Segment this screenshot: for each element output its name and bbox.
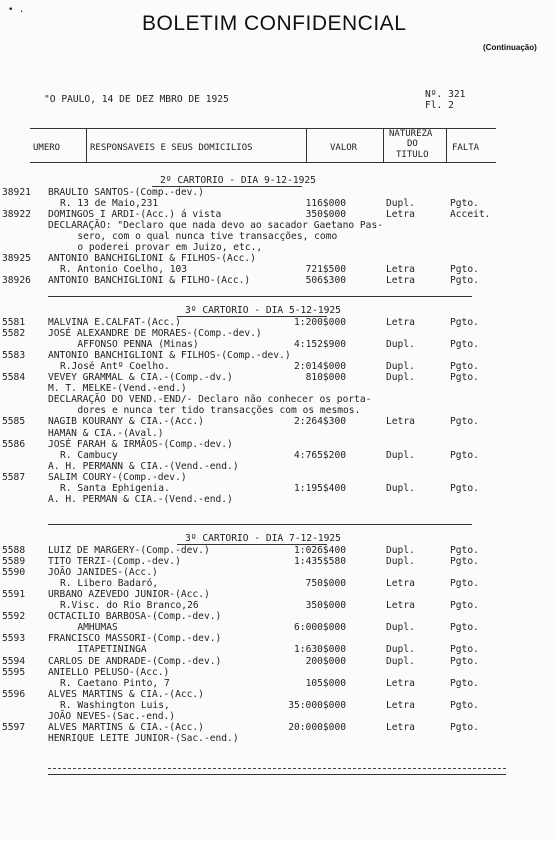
entry-value: 1:195$400 [294,482,346,494]
ledger-row [0,589,556,600]
entry-description: ANTONIO BANCHIGLIONI & FILHOS-(Comp.-dev.) [48,350,291,362]
entry-description: dores e nunca ter tido transacções com os mesmos. [60,405,361,417]
entry-nature: Dupl. [386,622,415,634]
entry-nature: Dupl. [386,556,415,568]
entry-value: 721$500 [305,264,346,276]
section-title: 3º CARTORIO - DIA 5-12-1925 [185,305,341,316]
entry-falta: Pgto. [450,545,479,556]
ledger-row [0,428,556,439]
entry-description: NAGIB KOURANY & CIA.-(Acc.) [48,416,204,428]
ledger-row [0,667,556,678]
entry-value: 1:200$000 [294,317,346,328]
entry-number: 5591 [2,589,26,601]
entry-nature: Dupl. [386,655,415,667]
entry-description: ITAPETININGA [60,644,147,656]
entry-falta: Pgto. [450,275,479,287]
entry-number: 38921 [2,187,31,198]
ledger-row [0,231,556,242]
entry-description: DECLARAÇÃO: "Declaro que nada devo ao sacador Gaetano Pas- [48,220,384,232]
entry-nature: Dupl. [386,644,415,656]
entry-number: 5594 [2,655,26,667]
ledger-row [0,483,556,494]
entry-description: SALIM COURY-(Comp.-dev.) [48,471,187,483]
ledger-row [0,317,556,328]
entry-description: R. Cambucy [60,449,118,461]
entry-number: 5583 [2,350,26,362]
entry-description: M. T. MELKE-(Vend.-end.) [48,383,187,395]
entry-nature: Letra [386,677,415,689]
entry-description: o poderei provar em Juizo, etc., [60,242,263,254]
entry-nature: Letra [386,264,415,276]
entry-value: 350$000 [305,209,346,221]
entry-nature: Letra [386,317,415,328]
entry-description: sero, com o qual nunca tive transacções, como [60,231,338,243]
ledger-row [0,220,556,231]
ledger-row [0,198,556,209]
ledger-row [0,209,556,220]
entry-description: JOSÉ ALEXANDRE DE MORAES-(Comp.-dev.) [48,328,262,340]
entry-nature: Dupl. [386,198,415,210]
entry-description: R.Visc. do Rio Branco,26 [60,600,199,612]
entry-description: VEVEY GRAMMAL & CIA.-(Comp.-dv.) [48,372,233,384]
entry-falta: Pgto. [450,372,479,384]
section-title: 2º CARTORIO - DIA 9-12-1925 [160,175,316,186]
entry-description: HENRIQUE LEITE JUNIOR-(Sac.-end.) [48,732,239,744]
ledger-row [0,242,556,253]
entry-description: ANTONIO BANCHIGLIONI & FILHOS-(Acc.) [48,253,256,265]
entry-falta: Pgto. [450,622,479,634]
ledger-row [0,350,556,361]
ledger-row [0,328,556,339]
entry-description: LUIZ DE MARGERY-(Comp.-dev.) [48,545,210,556]
entry-number: 5581 [2,317,26,328]
entry-description: R.José Antº Coelho. [60,361,170,373]
entry-nature: Letra [386,600,415,612]
entry-description: DOMINGOS I ARDI-(Acc.) á vista [48,209,222,221]
entry-description: JOÃO NEVES-(Sac.-end.) [48,710,176,722]
entry-number: 5597 [2,721,26,733]
entry-nature: Dupl. [386,339,415,351]
entry-value: 1:435$580 [294,556,346,568]
entry-falta: Pgto. [450,677,479,689]
ledger-row [0,383,556,394]
entry-falta: Pgto. [450,449,479,461]
entry-value: 116$000 [305,198,346,210]
ledger-row [0,689,556,700]
entry-value: 2:264$300 [294,416,346,428]
ledger-row [0,264,556,275]
ledger-row [0,656,556,667]
entry-description: JOÃO JANIDES-(Acc.) [48,567,158,579]
entry-description: DECLARAÇÃO DO VEND.-END/- Declaro não conhecer os porta- [48,394,372,406]
entry-falta: Pgto. [450,264,479,276]
entry-description: R. Santa Ephigenia. [60,482,170,494]
ledger-row [0,600,556,611]
entry-number: 5588 [2,545,26,556]
entry-number: 5595 [2,666,26,678]
entry-number: 5587 [2,471,26,483]
entry-nature: Dupl. [386,372,415,384]
ledger-row [0,633,556,644]
entry-number: 5590 [2,567,26,579]
column-header-valor: VALOR [330,143,358,153]
entry-nature: Dupl. [386,482,415,494]
entry-nature: Dupl. [386,545,415,556]
entry-description: HAMAN & CIA.-(Aval.) [48,427,164,439]
entry-value: 2:014$000 [294,361,346,373]
entry-falta: Pgto. [450,556,479,568]
ledger-row [0,394,556,405]
entry-description: ANIELLO PELUSO-(Acc.) [48,666,170,678]
entry-number: 38922 [2,209,31,221]
ledger-row [0,439,556,450]
ledger-row [0,472,556,483]
entry-nature: Letra [386,275,415,287]
entry-falta: Pgto. [450,655,479,667]
entry-description: AMHUMAS [60,622,118,634]
entry-description: URBANO AZEVEDO JUNIOR-(Acc.) [48,589,210,601]
entry-value: 6:000$000 [294,622,346,634]
entry-nature: Dupl. [386,449,415,461]
entry-falta: Pgto. [450,482,479,494]
entry-value: 350$000 [305,600,346,612]
entry-value: 105$000 [305,677,346,689]
place-date: "O PAULO, 14 DE DEZ MBRO DE 1925 [44,94,229,105]
ledger-row [0,494,556,505]
ledger-row [0,567,556,578]
entry-number: 5582 [2,328,26,340]
entry-description: R. Caetano Pinto, 7 [60,677,170,689]
entry-value: 750$000 [305,578,346,590]
entry-value: 1:630$000 [294,644,346,656]
entry-value: 4:152$900 [294,339,346,351]
entry-number: 38926 [2,275,31,287]
entry-value: 810$000 [305,372,346,384]
entry-falta: Pgto. [450,699,479,711]
ledger-row [0,372,556,383]
ledger-row [0,644,556,655]
ledger-row [0,611,556,622]
entry-value: 506$300 [305,275,346,287]
entry-falta: Pgto. [450,361,479,373]
entry-description: ANTONIO BANCHIGLIONI & FILHO-(Acc.) [48,275,251,287]
ledger-row [0,578,556,589]
ledger-row [0,187,556,198]
ledger-row [0,405,556,416]
entry-nature: Dupl. [386,361,415,373]
continuation-label: (Continuação) [483,43,537,52]
ledger-row [0,339,556,350]
entry-description: ALVES MARTINS & CIA.-(Acc.) [48,721,204,733]
entry-description: A. H. PERMANN & CIA.-(Vend.-end.) [48,460,239,472]
ledger-row [0,361,556,372]
ledger-row [0,275,556,286]
entry-value: 35:000$000 [288,699,346,711]
ledger-row [0,556,556,567]
entry-description: R. Libero Badaró, [60,578,159,590]
entry-description: FRANCISCO MASSORI-(Comp.-dev.) [48,633,222,645]
entry-description: AFFONSO PENNA (Minas) [60,339,199,351]
column-header-natureza-2: DO [407,139,418,149]
section-title: 3º CARTORIO - DIA 7-12-1925 [185,533,341,544]
ledger-row [0,733,556,744]
entry-value: 200$000 [305,655,346,667]
entry-description: TITO TERZI-(Comp.-dev.) [48,556,181,568]
ledger-row [0,416,556,427]
entry-falta: Pgto. [450,339,479,351]
sheet-number: Fl. 2 [425,100,454,111]
entry-nature: Letra [386,578,415,590]
entry-number: 5589 [2,556,26,568]
entry-falta: Pgto. [450,721,479,733]
column-header-natureza-1: NATUREZA [389,129,433,139]
column-header-natureza-3: TITULO [396,150,429,160]
ledger-row [0,711,556,722]
entry-description: ALVES MARTINS & CIA.-(Acc.) [48,688,204,700]
entry-falta: Pgto. [450,644,479,656]
ledger-row [0,722,556,733]
entry-falta: Pgto. [450,198,479,210]
entry-value: 4:765$200 [294,449,346,461]
ledger-row [0,622,556,633]
entry-description: CARLOS DE ANDRADE-(Comp.-dev.) [48,655,222,667]
entry-falta: Pgto. [450,578,479,590]
entry-description: R. 13 de Maio,231 [60,198,159,210]
entry-value: 20:000$000 [288,721,346,733]
entry-number: 5584 [2,372,26,384]
column-header-falta: FALTA [452,143,480,153]
entry-number: 5585 [2,416,26,428]
column-header-responsaveis: RESPONSAVEIS E SEUS DOMICILIOS [90,143,253,153]
entry-number: 5593 [2,633,26,645]
entry-description: R. Washington Luis, [60,699,170,711]
entry-nature: Letra [386,416,415,428]
entry-falta: Acceit. [450,209,491,221]
entry-description: BRAULIO SANTOS-(Comp.-dev.) [48,187,204,198]
entry-description: JOSÉ FARAH & IRMÃOS-(Comp.-dev.) [48,438,233,450]
entry-nature: Letra [386,721,415,733]
entry-falta: Pgto. [450,416,479,428]
entry-nature: Letra [386,209,415,221]
ledger-row [0,253,556,264]
entry-description: R. Antonio Coelho, 103 [60,264,188,276]
entry-description: A. H. PERMAN & CIA.-(Vend.-end.) [48,493,233,505]
entry-falta: Pgto. [450,600,479,612]
ledger-row [0,700,556,711]
entry-number: 5596 [2,688,26,700]
entry-number: 5586 [2,438,26,450]
entry-description: OCTACILIO BARBOSA-(Comp.-dev.) [48,611,222,623]
entry-nature: Letra [386,699,415,711]
ledger-row [0,545,556,556]
corner-dots: • . [8,5,25,15]
document-title: BOLETIM CONFIDENCIAL [142,12,407,35]
entry-falta: Pgto. [450,317,479,328]
entry-number: 5592 [2,611,26,623]
ledger-row [0,450,556,461]
entry-value: 1:026$400 [294,545,346,556]
column-header-numero: UMERO [33,143,61,153]
bulletin-number: Nº. 321 [425,89,466,100]
ledger-row [0,678,556,689]
ledger-row [0,461,556,472]
entry-number: 38925 [2,253,31,265]
entry-description: MALVINA E.CALFAT-(Acc.) [48,317,181,328]
